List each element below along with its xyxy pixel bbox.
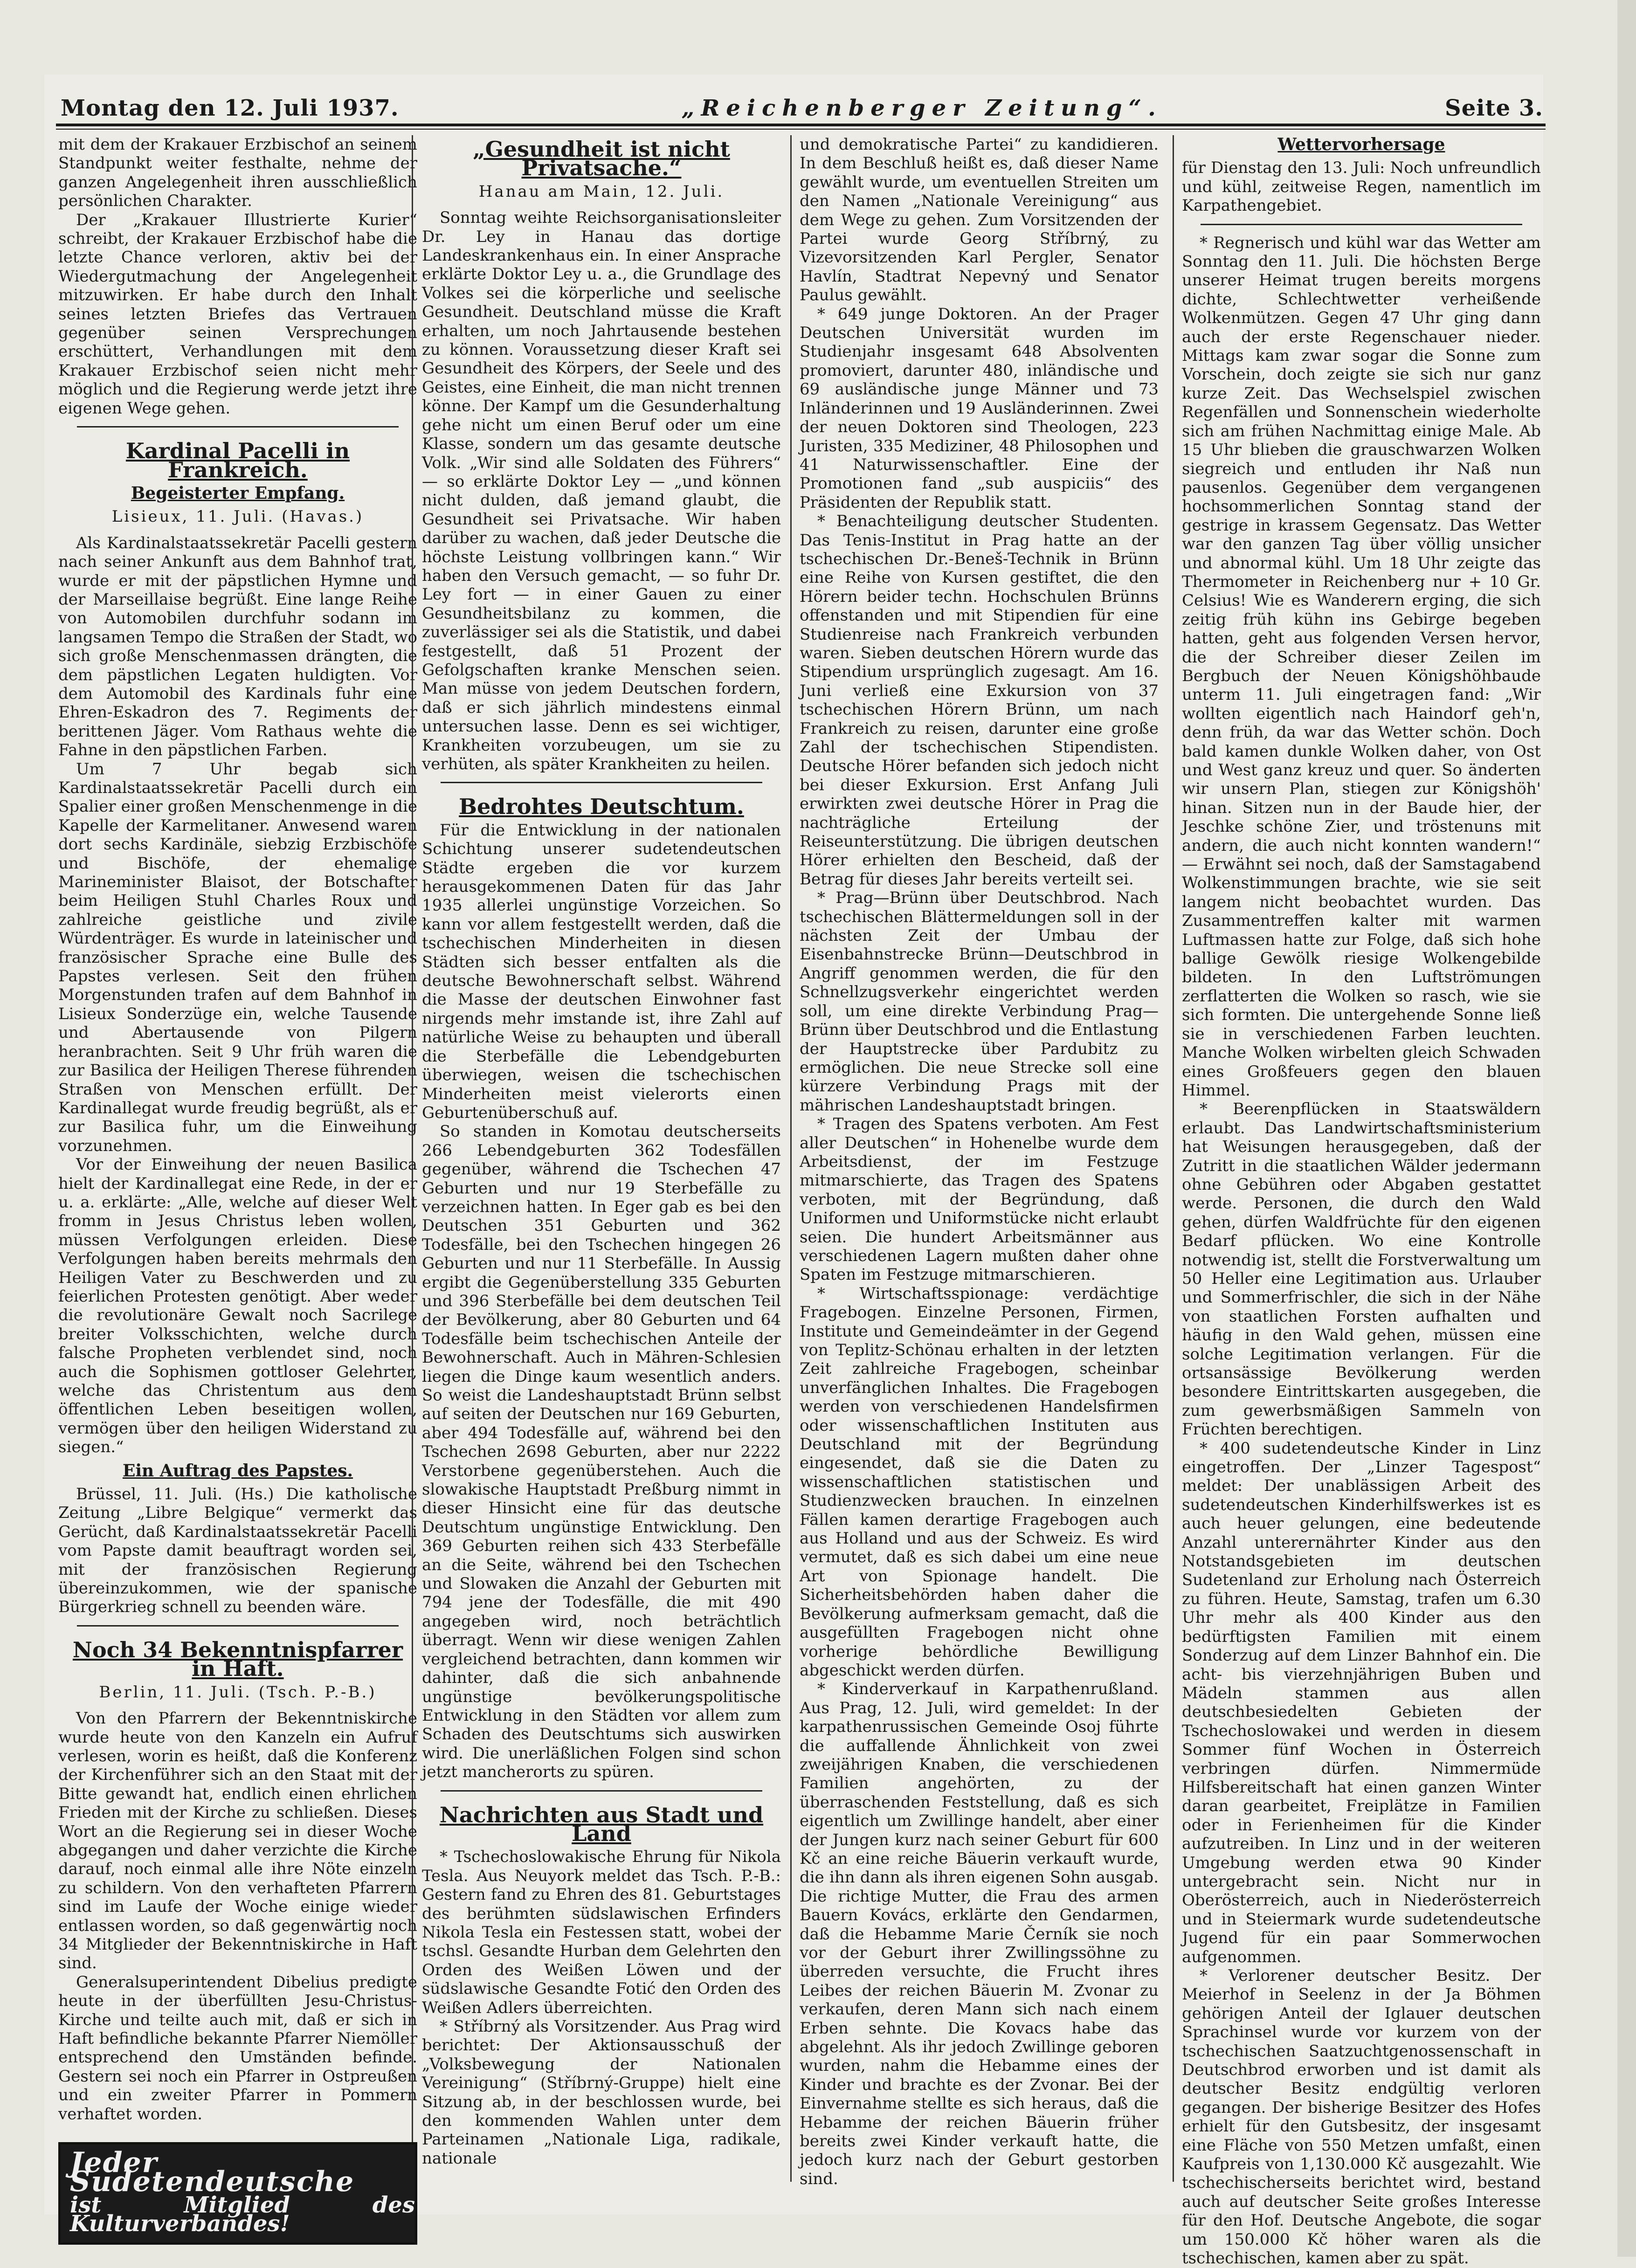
header-page-number: Seite 3.	[1445, 95, 1543, 121]
header-masthead: „Reichenberger Zeitung“.	[681, 95, 1162, 121]
weather-forecast: für Dienstag den 13. Juli: Noch unfreundlich und kühl, zeitweise Regen, namentlich im Karpathengebiet.	[1182, 159, 1541, 215]
article-headline: Noch 34 Bekenntnispfarrer in Haft.	[72, 1637, 403, 1682]
article-divider	[441, 1790, 762, 1792]
article-text: Als Kardinalstaatssekretär Pacelli gestern nach seiner Ankunft aus dem Bahnhof trat, wurde er mit der päpstlichen Hymne und der Marseillaise begrüßt. Eine lange Reihe von Automobilen durchfuhr sodann im langsamen Tempo die Straßen der Stadt, wo sich große Menschenmassen drängten, die dem päpstlichen Legaten huldigten. Vor dem Automobil des Kardinals fuhr eine Ehren-Eskadron des 7. Regiments der berittenen Jäger. Vom Rathaus wehte die Fahne in den päpstlichen Farben.	[58, 533, 417, 760]
news-item: * Tschechoslowakische Ehrung für Nikola Tesla. Aus Neuyork meldet das Tsch. P.-B.: Gestern fand zu Ehren des 81. Geburtstages des berühmten südslawischen Erfinders Nikola Tesla ein Festessen statt, wobei der tschsl. Gesandte Hurban dem Gelehrten den Orden des Weißen Löwen und der südslawische Gesandte Fotić den Orden des Weißen Adlers überreichten.	[422, 1847, 781, 2017]
article-text: Für die Entwicklung in der nationalen Schichtung unserer sudetendeutschen Städte ergeben die vor kurzem herausgekommenen Daten für das Jahr 1935 allerlei ungünstige Vorzeichen. So kann vor allem festgestellt werden, daß die tschechischen Minderheiten in diesen Städten sich besser entfalten als die deutsche Bewohnerschaft selbst. Während die Masse der deutschen Einwohner fast nirgends mehr imstande ist, ihre Zahl auf natürliche Weise zu behaupten und überall die Sterbefälle die Lebendgeburten überwiegen, weisen die tschechischen Minderheiten meist vielerorts einen Geburtenüberschuß auf.	[422, 820, 781, 1122]
page-header	[61, 84, 1543, 121]
article-divider	[77, 1625, 399, 1627]
article-text: Vor der Einweihung der neuen Basilica hielt der Kardinallegat eine Rede, in der er u. a. erklärte: „Alle, welche auf dieser Welt fromm in Jesus Christus leben wollen, müssen Verfolgungen erleiden. Diese Verfolgungen haben bereits mehrmals den Heiligen Vater zu Beschwerden und zu feierlichen Protesten genötigt. Aber weder die revolutionäre Gewalt noch Sacrilege breiter Volksschichten, welche durch falsche Propheten verblendet sind, noch auch die Sophismen gottloser Gelehrter, welche das Christentum aus dem öffentlichen Leben beseitigen wollen, vermögen über den heiligen Widerstand zu siegen.“	[58, 1155, 417, 1457]
header-rule	[56, 124, 1546, 126]
column-1	[58, 135, 417, 2237]
article-text: Brüssel, 11. Juli. (Hs.) Die katholische Zeitung „Libre Belgique“ vermerkt das Gerücht, daß Kardinalstaatssekretär Pacelli vom Papste damit beauftragt worden sei, mit der französischen Regierung übereinzukommen, wie der spanische Bürgerkrieg schnell zu beenden wäre.	[58, 1485, 417, 1617]
article-dateline: Lisieux, 11. Juli. (Havas.)	[111, 507, 364, 526]
news-item: * Benachteiligung deutscher Studenten. Das Tenis-Institut in Prag hatte an der tschechischen Dr.-Beneš-Technik in Brünn eine Reihe von Kursen gestiftet, die den Hörern beider techn. Hochschulen Brünns offenstanden und mit Stipendien für eine Studienreise nach Frankreich verbunden waren. Sieben deutschen Hörern wurde das Stipendium ursprünglich zugesagt. Am 16. Juni verließ eine Exkursion von 37 tschechischen Hörern Brünn, um nach Frankreich zu reisen, darunter eine große Zahl der tschechischen Stipendisten. Deutsche Hörer befanden sich jedoch nicht bei dieser Exkursion. Erst Anfang Juli erwirkten zwei deutsche Hörer in Prag die nachträgliche Erteilung der Reiseunterstützung. Die übrigen deutschen Hörer erhielten den Bescheid, daß der Betrag für dieses Jahr bereits verteilt sei.	[800, 512, 1159, 889]
news-item: * Prag—Brünn über Deutschbrod. Nach tschechischen Blättermeldungen soll in der nächsten Zeit der Umbau der Eisenbahnstrecke Brünn—Deutschbrod in Angriff genommen werden, die für den Schnellzugsverkehr eingerichtet werden soll, um eine direkte Verbindung Prag—Brünn über Deutschbrod und die Entlastung der Hauptstrecke über Pardubitz zu ermöglichen. Die neue Strecke soll eine kürzere Verbindung Prags mit der mährischen Landeshauptstadt bringen.	[800, 889, 1159, 1115]
banner-line-2: ist Mitglied des Kulturverbandes!	[70, 2192, 415, 2237]
news-item: * Kinderverkauf in Karpathenrußland. Aus Prag, 12. Juli, wird gemeldet: In der karpathenrussischen Gemeinde Osoj führte die auffallende Ähnlichkeit von zwei zweijährigen Knaben, die verschiedenen Familien angehörten, zu der überraschenden Feststellung, daß es sich eigentlich um Zwillinge handelt, aber einer der Jungen kurz nach seiner Geburt für 600 Kč an eine reiche Bäuerin verkauft wurde, die ihn dann als ihren eigenen Sohn ausgab. Die richtige Mutter, die Frau des armen Bauern Kovács, erklärte den Gendarmen, daß die Hebamme Marie Černík sie noch vor der Geburt ihrer Zwillingssöhne zu überreden versuchte, die Frucht ihres Leibes der reichen Bäuerin M. Zvonar zu verkaufen, deren Mann sich nach einem Erben sehnte. Die Kovacs habe das abgelehnt. Als ihr jedoch Zwillinge geboren wurden, nahm die Hebamme eines der Kinder und brachte es der Zvonar. Bei der Einvernahme stellte es sich heraus, daß die Hebamme der reichen Bäuerin früher bereits zwei Kinder verkauft hatte, die jedoch kurz nach der Geburt gestorben sind.	[800, 1680, 1159, 2188]
article-text: Generalsuperintendent Dibelius predigte heute in der überfüllten Jesu-Christus-Kirche und teilte auch mit, daß er sich in Haft befindliche bekannte Pfarrer Niemöller entsprechend den Umständen befinde. Gestern sei noch ein Pfarrer in Ostpreußen und ein zweiter Pfarrer in Pommern verhaftet worden.	[58, 1972, 417, 2123]
news-item: * Regnerisch und kühl war das Wetter am Sonntag den 11. Juli. Die höchsten Berge unserer Heimat trugen bereits morgens dichte, Schlechtwetter verheißende Wolkenmützen. Gegen 47 Uhr ging dann auch der erste Regenschauer nieder. Mittags kam zwar sogar die Sonne zum Vorschein, doch zeigte sie sich nur ganz kurze Zeit. Das Wechselspiel zwischen Regenfällen und Sonnenschein wiederholte sich am frühen Nachmittag einige Male. Ab 15 Uhr blieben die grauschwarzen Wolken siegreich und entluden ihr Naß nun pausenlos. Gegenüber dem vergangenen hochsommerlichen Sonntag stand der gestrige in krassem Gegensatz. Das Wetter war den ganzen Tag über völlig unsicher und abnormal kühl. Um 18 Uhr zeigte das Thermometer in Reichenberg nur + 10 Gr. Celsius! Wie es Wanderern erging, die sich zeitig früh kühn ins Gebirge begeben hatten, geht aus folgenden Versen hervor, die der Schreiber dieser Zeilen im Bergbuch der Neuen Königshöhbaude unterm 11. Juli eingetragen fand: „Wir wollten eigentlich nach Haindorf geh'n, denn früh, da war das Wetter schön. Doch bald kamen dunkle Wolken daher, von Ost und West ganz kreuz und quer. So änderten wir unsern Plan, stiegen zur Königshöh' hinan. Sitzen nun in der Baude hier, der Jeschke schöne Zier, und tröstenuns mit andern, die auch nicht konnten wandern!“ — Erwähnt sei noch, daß der Samstagabend Wolkenstimmungen brachte, wie sie seit langem nicht beobachtet wurden. Das Zusammentreffen kalter mit warmen Luftmassen hatte zur Folge, daß sich hohe ballige Gewölk riesige Wolkengebilde bildeten. In den Luftströmungen zerflatterten die Wolken so rasch, wie sie sich formten. Die untergehende Sonne ließ sie in verschiedenen Farben leuchten. Manche Wolken wirbelten gleich Schwaden eines Großfeuers gegen den blauen Himmel.	[1182, 233, 1541, 1100]
column-2	[422, 135, 781, 2200]
news-item: * Tragen des Spatens verboten. Am Fest aller Deutschen“ in Hohenelbe wurde dem Arbeitsdienst, der im Festzuge mitmarschierte, das Tragen des Spatens verboten, mit der Begründung, daß Uniformen und Uniformstücke nicht erlaubt seien. Die hundert Arbeitsmänner aus verschiedenen Lagern mußten daher ohne Spaten im Festzuge mitmarschieren.	[800, 1115, 1159, 1284]
news-item: und demokratische Partei“ zu kandidieren. In dem Beschluß heißt es, daß dieser Name gewählt wurde, um eventuellen Streiten um den Namen „Nationale Vereinigung“ aus dem Wege zu gehen. Zum Vorsitzenden der Partei wurde Georg Stříbrný, zu Vizevorsitzenden Karl Pergler, Senator Havlín, Stadtrat Nepevný und Senator Paulus gewählt.	[800, 135, 1159, 305]
column-divider	[1173, 135, 1174, 2182]
news-item: * 400 sudetendeutsche Kinder in Linz eingetroffen. Der „Linzer Tagespost“ meldet: Der unablässigen Arbeit des sudetendeutschen Kinderhilfswerkes ist es auch heuer gelungen, eine bedeutende Anzahl unterernährter Kinder aus den Notstandsgebieten im deutschen Sudetenland zur Erholung nach Österreich zu führen. Heute, Samstag, trafen um 6.30 Uhr mehr als 400 Kinder aus den bedürftigsten Familien mit einem Sonderzug auf dem Linzer Bahnhof ein. Die acht- bis vierzehnjährigen Buben und Mädeln stammen aus allen deutschbesiedelten Gebieten der Tschechoslowakei und werden in diesem Sommer fünf Wochen in Österreich verbringen dürfen. Nimmermüde Hilfsbereitschaft hat einen ganzen Winter daran gearbeitet, Freiplätze in Familien oder in Ferienheimen für die Kinder aufzutreiben. In Linz und in der weiteren Umgebung werden etwa 90 Kinder untergebracht sein. Nicht nur in Oberösterreich, auch in Niederösterreich und in Steiermark wurde sudetendeutsche Jugend für ein paar Sommerwochen aufgenommen.	[1182, 1439, 1541, 1966]
header-rule-thin	[56, 129, 1546, 130]
banner-line-1: Jeder Sudetendeutsche	[70, 2146, 355, 2198]
weather-headline: Wettervorhersage	[1277, 135, 1445, 154]
article-dateline: Berlin, 11. Juli. (Tsch. P.-B.)	[99, 1682, 377, 1702]
article-headline: Bedrohtes Deutschtum.	[459, 794, 744, 820]
column-3	[800, 135, 1159, 2200]
section-headline: Nachrichten aus Stadt und Land	[439, 1802, 764, 1846]
article-dateline: Hanau am Main, 12. Juli.	[478, 182, 725, 201]
article-text: Der „Krakauer Illustrierte Kurier“ schreibt, der Krakauer Erzbischof habe die letzte Chance verloren, aktiv bei der Wiedergutmachung der Angelegenheit mitzuwirken. Er habe durch den Inhalt seines letzten Briefes das Vertrauen gegenüber seinen Versprechungen erschüttert, Verhandlungen mit dem Krakauer Erzbischof seien nicht mehr möglich und die Regierung werde jetzt ihre eigenen Wege gehen.	[58, 210, 417, 418]
scan-margin	[1617, 0, 1636, 2257]
column-4	[1182, 135, 1541, 2268]
article-text: Von den Pfarrern der Bekenntniskirche wurde heute von den Kanzeln ein Aufruf verlesen, worin es heißt, daß die Konferenz der Kirchenführer sich an den Staat mit der Bitte gewandt hat, endlich einen ehrlichen Frieden mit der Kirche zu schließen. Dieses Wort an die Regierung sei in dieser Woche abgegangen und daher verzichte die Kirche darauf, noch einmal alle ihre Nöte einzeln zu schildern. Von den verhafteten Pfarrern sind im Laufe der Woche einige wieder entlassen worden, so daß gegenwärtig noch 34 Mitglieder der Bekenntniskirche in Haft sind.	[58, 1709, 417, 1973]
news-item: * 649 junge Doktoren. An der Prager Deutschen Universität wurden im Studienjahr insgesamt 648 Absolventen promoviert, darunter 480, inländische und 69 ausländische junge Männer und 73 Inländerinnen und 19 Ausländerinnen. Zwei der neuen Doktoren sind Theologen, 223 Juristen, 335 Mediziner, 48 Philosophen und 41 Naturwissenschaftler. Eine der Promotionen fand „sub auspiciis“ des Präsidenten der Republik statt.	[800, 304, 1159, 512]
article-divider	[77, 426, 399, 427]
article-headline: „Gesundheit ist nicht Privatsache.“	[473, 137, 730, 181]
article-subheadline: Ein Auftrag des Papstes.	[122, 1461, 353, 1481]
header-date: Montag den 12. Juli 1937.	[61, 95, 399, 121]
article-text: mit dem der Krakauer Erzbischof an seinem Standpunkt weiter festhalte, nehme der ganzen Angelegenheit ihren ausschließlich persönlichen Charakter.	[58, 135, 417, 211]
news-item: * Wirtschaftsspionage: verdächtige Fragebogen. Einzelne Personen, Firmen, Institute und Gemeindeämter in der Gegend von Teplitz-Schönau erhalten in der letzten Zeit zahlreiche Fragebogen, scheinbar unverfänglichen Inhaltes. Die Fragebogen werden von verschiedenen Handelsfirmen oder wissenschaftlichen Instituten aus Deutschland mit der Begründung eingesendet, daß sie die Daten zu wissenschaftlichen statistischen und Studienzwecken brauchen. In einzelnen Fällen kamen derartige Fragebogen auch aus Holland und aus der Schweiz. Es wird vermutet, daß es sich dabei um eine neue Art von Spionage handelt. Die Sicherheitsbehörden haben daher die Bevölkerung aufmerksam gemacht, daß die ausgefüllten Fragebogen nicht ohne vorherige behördliche Bewilligung abgeschickt werden dürfen.	[800, 1284, 1159, 1680]
advertisement-banner	[58, 2142, 417, 2245]
article-text: Sonntag weihte Reichsorganisationsleiter Dr. Ley in Hanau das dortige Landeskrankenhaus ein. In einer Ansprache erklärte Doktor Ley u. a., die Grundlage des Volkes sei die körperliche und seelische Gesundheit. Deutschland müsse die Kraft erhalten, um noch Jahrtausende bestehen zu können. Voraussetzung dieser Kraft sei Gesundheit des Körpers, der Seele und des Geistes, eine Einheit, die man nicht trennen könne. Der Kampf um die Gesunderhaltung gehe nicht um einen Beruf oder um eine Klasse, sondern um das gesamte deutsche Volk. „Wir sind alle Soldaten des Führers“ — so erklärte Doktor Ley — „und können nicht dulden, daß jemand glaubt, die Gesundheit sei Privatsache. Wir haben darüber zu wachen, daß jeder Deutsche die höchste Leistung vollbringen kann.“ Wir haben den Versuch gemacht, — so fuhr Dr. Ley fort — in einer Gauen zu einer Gesundheitsbilanz zu kommen, die zuverlässiger sei als die Statistik, und dabei festgestellt, daß 51 Prozent der Gefolgschaften kranke Menschen seien. Man müsse von jedem Deutschen fordern, daß er sich jährlich mindestens einmal untersuchen lasse. Denn es sei wichtiger, Krankheiten vorzubeugen, um sie zu verhüten, als später Krankheiten zu heilen.	[422, 208, 781, 773]
article-text: Um 7 Uhr begab sich Kardinalstaatssekretär Pacelli durch ein Spalier einer großen Menschenmenge in die Kapelle der Karmelitaner. Anwesend waren dort sechs Kardinäle, siebzig Erzbischöfe und Bischöfe, der ehemalige Marineminister Blaisot, der Botschafter beim Heiligen Stuhl Charles Roux und zahlreiche geistliche und zivile Würdenträger. Es wurde in lateinischer und französischer Sprache eine Bulle des Papstes verlesen. Seit den frühen Morgenstunden trafen auf dem Bahnhof in Lisieux Sonderzüge ein, welche Tausende und Abertausende von Pilgern heranbrachten. Seit 9 Uhr früh waren die zur Basilica der Heiligen Therese führenden Straßen von Menschen erfüllt. Der Kardinallegat wurde freudig begrüßt, als er zur Basilica fuhr, um die Einweihung vorzunehmen.	[58, 759, 417, 1155]
article-headline: Kardinal Pacelli in Frankreich.	[125, 438, 350, 483]
news-item: * Stříbrný als Vorsitzender. Aus Prag wird berichtet: Der Aktionsausschuß der „Volksbewegung der Nationalen Vereinigung“ (Stříbrný-Gruppe) hielt eine Sitzung ab, in der beschlossen wurde, bei den kommenden Wahlen unter dem Parteinamen „Nationale Liga, radikale, nationale	[422, 2017, 781, 2168]
article-divider	[441, 782, 762, 783]
news-item: * Beerenpflücken in Staatswäldern erlaubt. Das Landwirtschaftsministerium hat Weisungen herausgegeben, daß der Zutritt in die staatlichen Wälder jedermann ohne Gebühren oder Abgaben gestattet werde. Personen, die durch den Wald gehen, dürfen Waldfrüchte für den eigenen Bedarf pflücken. Wo eine Kontrolle notwendig ist, stellt die Forstverwaltung um 50 Heller eine Legitimation aus. Urlauber und Sommerfrischler, die sich in der Nähe von staatlichen Forsten aufhalten und häufig in den Wald gehen, müssen eine solche Legitimation verlangen. Für die ortsansässige Bevölkerung werden besondere Eintrittskarten ausgegeben, die zum gewerbsmäßigen Sammeln von Früchten berechtigen.	[1182, 1100, 1541, 1439]
article-subheadline: Begeisterter Empfang.	[131, 483, 345, 503]
article-divider	[1201, 224, 1522, 225]
article-text: So standen in Komotau deutscherseits 266 Lebendgeburten 362 Todesfällen gegenüber, während die Tschechen 47 Geburten und nur 19 Sterbefälle zu verzeichnen hatten. In Eger gab es bei den Deutschen 351 Geburten und 362 Todesfälle, bei den Tschechen hingegen 26 Geburten und nur 11 Sterbefälle. In Aussig ergibt die Gegenüberstellung 335 Geburten und 396 Sterbefälle bei dem deutschen Teil der Bevölkerung, aber 80 Geburten und 64 Todesfälle beim tschechischen Anteile der Bewohnerschaft. Auch in Mähren-Schlesien liegen die Dinge kaum wesentlich anders. So weist die Landeshauptstadt Brünn selbst auf seiten der Deutschen nur 169 Geburten, aber 494 Todesfälle auf, während bei den Tschechen 2698 Geburten, aber nur 2222 Verstorbene gegenüberstehen. Auch die slowakische Hauptstadt Preßburg nimmt in dieser Hinsicht eine für das deutsche Deutschtum ungünstige Entwicklung. Den 369 Geburten reihen sich 433 Sterbefälle an die Seite, während bei den Tschechen und Slowaken die Anzahl der Geburten mit 794 jene der Todesfälle, die mit 490 angegeben wird, noch beträchtlich überragt. Wenn wir diese wenigen Zahlen vergleichend betrachten, dann kommen wir dahinter, daß die sich anbahnende ungünstige bevölkerungspolitische Entwicklung in den Städten vor allem zum Schaden des Deutschtums sich auswirken wird. Die unerläßlichen Folgen sind schon jetzt mancherorts zu spüren.	[422, 1122, 781, 1782]
news-item: * Verlorener deutscher Besitz. Der Meierhof in Seelenz in der Ja Böhmen gehörigen Anteil der Iglauer deutschen Sprachinsel wurde vor kurzem von der tschechischen Saatzuchtgenossenschaft in Deutschbrod erworben und ist damit als deutscher Besitz endgültig verloren gegangen. Der bisherige Besitzer des Hofes erhielt für den Gutsbesitz, der insgesamt eine Fläche von 550 Metzen umfaßt, einen Kaufpreis von 1,130.000 Kč ausgezahlt. Wie tschechischerseits berichtet wird, bestand auch auf deutscher Seite großes Interesse für den Hof. Deutsche Angebote, die sogar um 150.000 Kč höher waren als die tschechischen, kamen aber zu spät.	[1182, 1966, 1541, 2268]
column-divider	[790, 135, 792, 2182]
